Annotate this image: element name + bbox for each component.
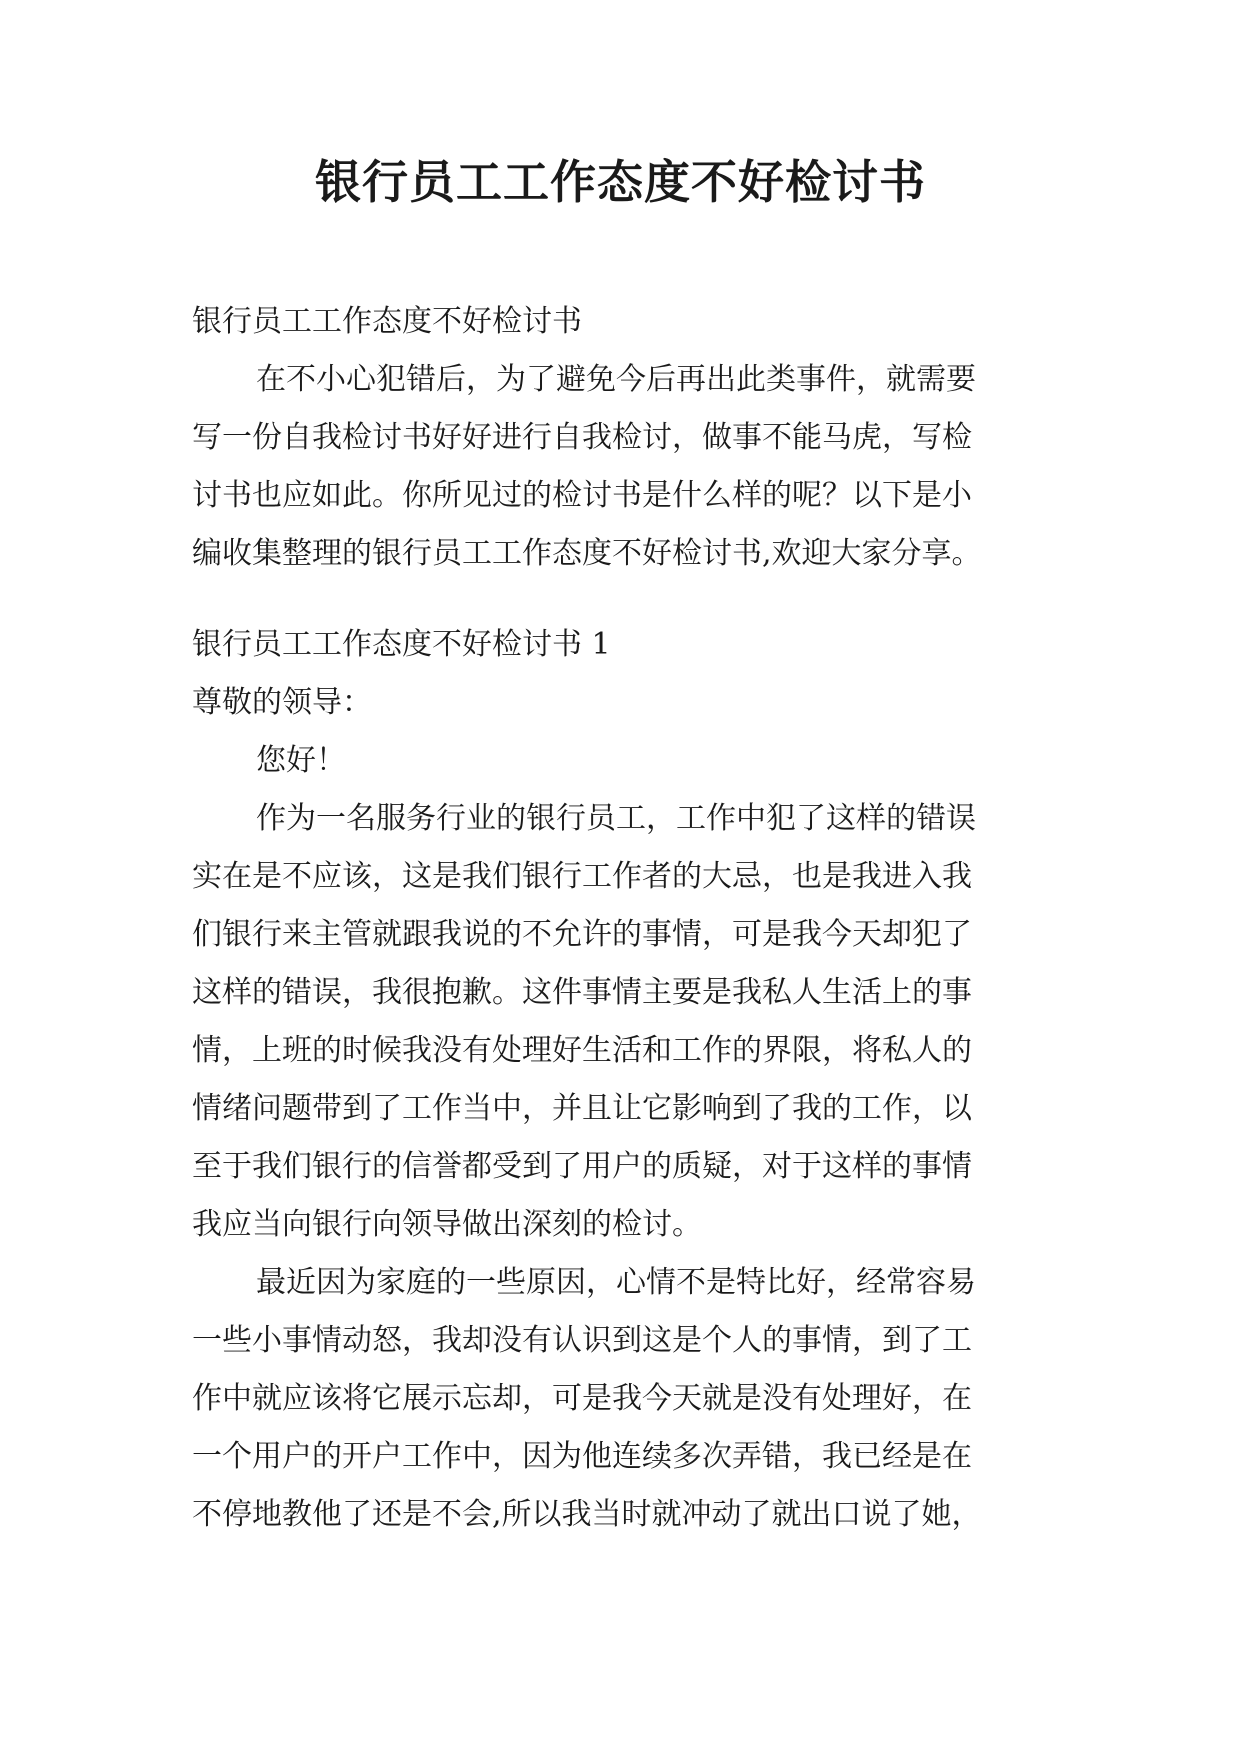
intro-line: 编收集整理的银行员工工作态度不好检讨书,欢迎大家分享。 — [192, 536, 982, 571]
document-subtitle: 银行员工工作态度不好检讨书 — [192, 304, 582, 339]
paragraph-gap — [192, 583, 1056, 616]
paragraph-line: 实在是不应该，这是我们银行工作者的大忌，也是我进入我 — [192, 859, 972, 894]
document-title: 银行员工工作态度不好检讨书 — [315, 155, 926, 209]
paragraph-line: 我应当向银行向领导做出深刻的检讨。 — [192, 1207, 702, 1242]
intro-line: 在不小心犯错后，为了避免今后再出此类事件，就需要 — [256, 362, 976, 397]
section-heading: 银行员工工作态度不好检讨书 1 — [192, 627, 611, 662]
document-body — [192, 293, 1056, 1544]
greeting: 您好！ — [256, 743, 346, 778]
paragraph-line: 不停地教他了还是不会,所以我当时就冲动了就出口说了她， — [192, 1497, 982, 1532]
paragraph-line: 们银行来主管就跟我说的不允许的事情，可是我今天却犯了 — [192, 917, 972, 952]
paragraph-line: 情，上班的时候我没有处理好生活和工作的界限，将私人的 — [192, 1033, 972, 1068]
paragraph-line: 作为一名服务行业的银行员工，工作中犯了这样的错误 — [256, 801, 976, 836]
intro-line: 讨书也应如此。你所见过的检讨书是什么样的呢？以下是小 — [192, 478, 972, 513]
paragraph-line: 作中就应该将它展示忘却，可是我今天就是没有处理好，在 — [192, 1381, 972, 1416]
intro-line: 写一份自我检讨书好好进行自我检讨，做事不能马虎，写检 — [192, 420, 972, 455]
paragraph-line: 至于我们银行的信誉都受到了用户的质疑，对于这样的事情 — [192, 1149, 972, 1184]
paragraph-line: 这样的错误，我很抱歉。这件事情主要是我私人生活上的事 — [192, 975, 972, 1010]
paragraph-line: 一个用户的开户工作中，因为他连续多次弄错，我已经是在 — [192, 1439, 972, 1474]
paragraph-line: 最近因为家庭的一些原因，心情不是特比好，经常容易 — [256, 1265, 976, 1300]
salutation: 尊敬的领导： — [192, 685, 372, 720]
paragraph-line: 一些小事情动怒，我却没有认识到这是个人的事情，到了工 — [192, 1323, 972, 1358]
paragraph-line: 情绪问题带到了工作当中，并且让它影响到了我的工作，以 — [192, 1091, 972, 1126]
